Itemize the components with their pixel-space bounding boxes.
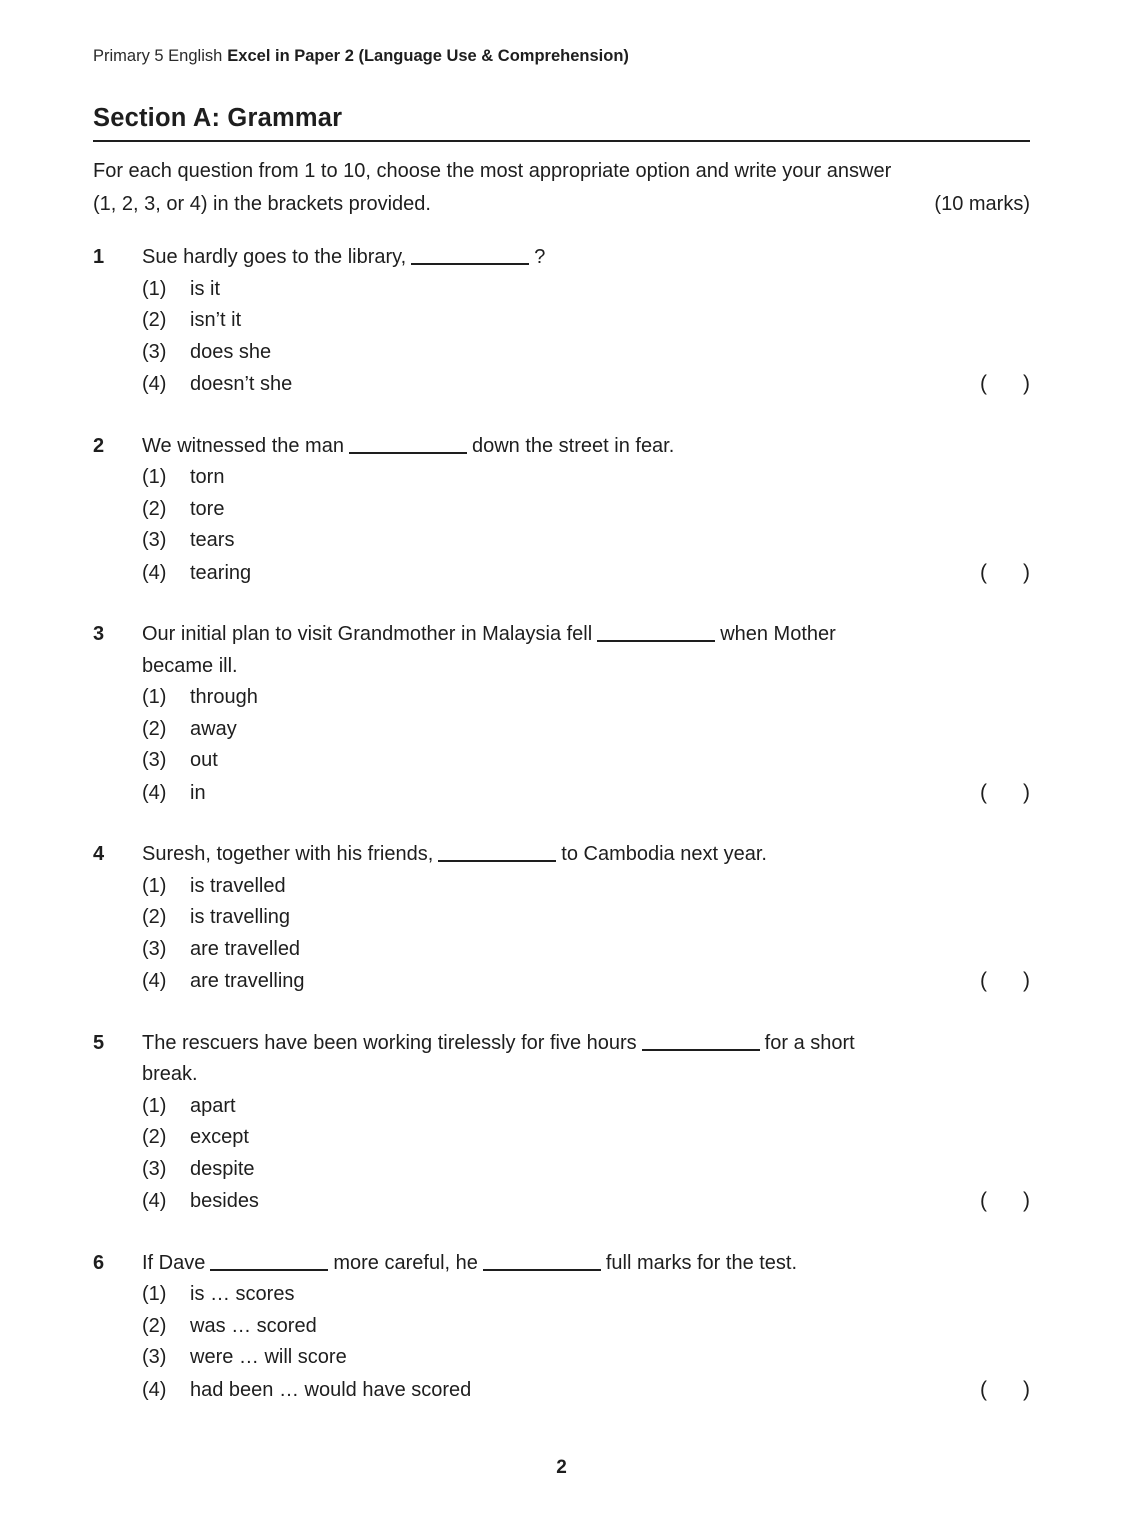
option-row	[142, 934, 1030, 966]
question-body	[142, 242, 1030, 401]
option-label: (3)	[142, 1346, 167, 1368]
options-list	[142, 1279, 1030, 1406]
question-stem	[142, 839, 1030, 871]
options-list	[142, 274, 1030, 401]
option-row	[142, 305, 1030, 337]
stem-text: break.	[142, 1063, 198, 1085]
bracket-close: )	[1023, 1377, 1030, 1401]
option-label: (1)	[142, 686, 167, 708]
option-text: except	[190, 1126, 249, 1148]
answer-blank	[210, 1269, 328, 1271]
options-list	[142, 462, 1030, 589]
bracket-open: (	[980, 1189, 987, 1212]
answer-brackets	[980, 1374, 1030, 1406]
option-text: torn	[190, 466, 225, 488]
option-label: (3)	[142, 937, 167, 960]
option-row	[142, 1154, 1030, 1186]
option-row	[142, 525, 1030, 557]
option-row	[142, 1311, 1030, 1343]
answer-brackets	[980, 368, 1030, 400]
stem-text: Our initial plan to visit Grandmother in Malaysia fell	[142, 623, 593, 645]
stem-text: full marks for the test.	[605, 1251, 798, 1274]
running-header	[93, 46, 1030, 66]
option-row	[142, 682, 1030, 714]
option-text: out	[190, 749, 218, 771]
option-label: (2)	[142, 1314, 167, 1337]
question-number: 3	[93, 623, 105, 645]
bracket-close: )	[1023, 780, 1030, 804]
option-text: tore	[190, 497, 225, 520]
option-label: (4)	[142, 970, 167, 992]
option-text: is travelling	[190, 906, 291, 928]
section-instructions	[93, 155, 1030, 221]
marks-label: (10 marks)	[934, 193, 1030, 215]
option-row	[142, 871, 1030, 903]
option-text: are travelling	[190, 970, 305, 992]
stem-text: If Dave	[142, 1251, 206, 1274]
option-text: tears	[190, 529, 235, 551]
question-body	[142, 431, 1030, 590]
option-text: through	[190, 686, 258, 708]
stem-text: down the street in fear.	[471, 434, 675, 457]
bracket-close: )	[1023, 969, 1030, 992]
option-label: (2)	[142, 497, 167, 520]
question-stem	[142, 619, 1030, 682]
question-block	[93, 242, 1030, 401]
option-row	[142, 1374, 1030, 1407]
stem-text: We witnessed the man	[142, 434, 344, 457]
option-label: (4)	[142, 561, 167, 584]
option-text: tearing	[190, 561, 252, 584]
option-label: (1)	[142, 874, 167, 897]
header-book-title: Excel in Paper 2 (Language Use & Comprehension)	[227, 47, 629, 65]
option-label: (2)	[142, 309, 167, 331]
question-body	[142, 1028, 1030, 1218]
question-block	[93, 1028, 1030, 1218]
option-label: (2)	[142, 717, 167, 740]
option-label: (1)	[142, 466, 167, 488]
option-label: (3)	[142, 340, 167, 363]
stem-text: became ill.	[142, 654, 238, 677]
question-stem	[142, 242, 1030, 274]
stem-text: more careful, he	[333, 1251, 478, 1274]
option-text: is it	[190, 277, 220, 300]
option-row	[142, 1091, 1030, 1123]
bracket-open: (	[980, 780, 987, 804]
option-label: (1)	[142, 277, 167, 300]
option-row	[142, 965, 1030, 998]
questions-list	[93, 242, 1030, 1406]
option-label: (1)	[142, 1094, 167, 1117]
option-text: are travelled	[190, 937, 301, 960]
answer-blank	[483, 1269, 601, 1271]
stem-text: Suresh, together with his friends,	[142, 843, 434, 865]
instructions-line-2: (1, 2, 3, or 4) in the brackets provided.	[93, 193, 431, 215]
option-text: had been … would have scored	[190, 1378, 472, 1401]
option-text: besides	[190, 1190, 259, 1212]
stem-text: Sue hardly goes to the library,	[142, 246, 407, 268]
option-row	[142, 1279, 1030, 1311]
option-row	[142, 1122, 1030, 1154]
option-label: (1)	[142, 1283, 167, 1305]
question-number: 4	[93, 843, 105, 865]
option-label: (2)	[142, 1126, 167, 1148]
option-text: were … will score	[190, 1346, 347, 1368]
option-text: isn’t it	[190, 309, 242, 331]
question-number: 1	[93, 246, 105, 268]
option-row	[142, 494, 1030, 526]
bracket-close: )	[1023, 372, 1030, 395]
bracket-open: (	[980, 969, 987, 992]
option-row	[142, 1185, 1030, 1218]
question-body	[142, 619, 1030, 809]
option-row	[142, 902, 1030, 934]
bracket-open: (	[980, 372, 987, 395]
answer-brackets	[980, 557, 1030, 589]
option-text: in	[190, 781, 206, 804]
bracket-close: )	[1023, 560, 1030, 584]
answer-brackets	[980, 965, 1030, 997]
option-label: (3)	[142, 1157, 167, 1180]
option-text: apart	[190, 1094, 236, 1117]
option-text: was … scored	[190, 1314, 317, 1337]
option-label: (4)	[142, 781, 167, 804]
answer-brackets	[980, 1185, 1030, 1217]
answer-blank	[597, 640, 715, 642]
bracket-open: (	[980, 560, 987, 584]
bracket-open: (	[980, 1377, 987, 1401]
option-label: (3)	[142, 749, 167, 771]
answer-blank	[438, 860, 556, 862]
bracket-close: )	[1023, 1189, 1030, 1212]
page-content	[93, 46, 1030, 1436]
option-label: (3)	[142, 529, 167, 551]
option-text: away	[190, 717, 237, 740]
question-block	[93, 431, 1030, 590]
question-stem	[142, 1028, 1030, 1091]
question-number: 5	[93, 1031, 105, 1054]
option-row	[142, 557, 1030, 590]
answer-blank	[349, 452, 467, 454]
options-list	[142, 682, 1030, 809]
page-number: 2	[556, 1457, 567, 1478]
answer-brackets	[980, 777, 1030, 809]
option-label: (4)	[142, 1378, 167, 1401]
question-block	[93, 619, 1030, 809]
stem-text: when Mother	[720, 623, 836, 645]
option-row	[142, 1342, 1030, 1374]
option-text: is travelled	[190, 874, 286, 897]
option-row	[142, 337, 1030, 369]
stem-text: The rescuers have been working tirelessly for five hours	[142, 1031, 637, 1054]
question-body	[142, 839, 1030, 998]
stem-text: for a short	[764, 1031, 855, 1054]
question-number: 2	[93, 434, 105, 457]
header-course-label: Primary 5 English	[93, 47, 223, 65]
question-number: 6	[93, 1251, 105, 1274]
instructions-line-2-row	[93, 188, 1030, 221]
question-body	[142, 1248, 1030, 1407]
option-label: (4)	[142, 1190, 167, 1212]
options-list	[142, 1091, 1030, 1218]
option-row	[142, 368, 1030, 401]
answer-blank	[642, 1049, 760, 1051]
stem-text: to Cambodia next year.	[561, 843, 767, 865]
option-text: does she	[190, 340, 272, 363]
options-list	[142, 871, 1030, 998]
option-row	[142, 714, 1030, 746]
stem-text: ?	[534, 246, 546, 268]
answer-blank	[411, 263, 529, 265]
option-text: doesn’t she	[190, 373, 293, 395]
option-label: (2)	[142, 906, 167, 928]
question-stem	[142, 1248, 1030, 1280]
section-title: Section A: Grammar	[93, 103, 1030, 142]
question-block	[93, 839, 1030, 998]
option-label: (4)	[142, 373, 167, 395]
question-stem	[142, 431, 1030, 463]
option-row	[142, 777, 1030, 810]
option-text: is … scores	[190, 1283, 295, 1305]
option-row	[142, 274, 1030, 306]
question-block	[93, 1248, 1030, 1407]
instructions-line-1: For each question from 1 to 10, choose the most appropriate option and write your answer	[93, 160, 892, 182]
option-row	[142, 462, 1030, 494]
option-text: despite	[190, 1157, 255, 1180]
option-row	[142, 745, 1030, 777]
